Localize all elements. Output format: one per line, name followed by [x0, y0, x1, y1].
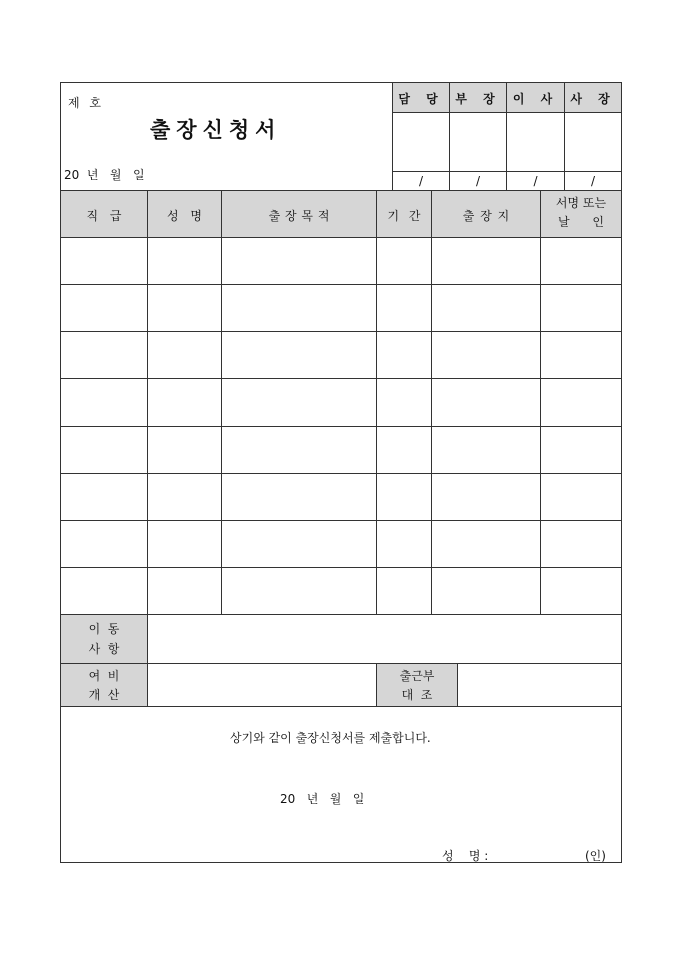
row-divider-4	[60, 426, 622, 427]
col-header-signature-line1: 서명 또는	[555, 196, 607, 210]
col-header-signature-line2: 날 인	[557, 215, 605, 229]
approval-header-president: 사 장	[570, 92, 616, 106]
page-title: 출장신청서	[150, 117, 282, 142]
row-divider-1	[60, 284, 622, 285]
approval-header-manager: 부 장	[455, 92, 501, 106]
expense-row-bottom	[60, 706, 622, 707]
seal-label: (인)	[585, 849, 606, 863]
attendance-check-field[interactable]	[458, 664, 621, 706]
approval-header-staff: 담 당	[398, 92, 444, 106]
column-header-bottom	[60, 237, 622, 238]
col-header-purpose: 출 장 목 적	[268, 209, 330, 223]
col-divider-destination	[540, 190, 541, 614]
col-header-name: 성 명	[167, 209, 202, 223]
col-header-rank: 직 급	[86, 209, 122, 223]
expense-estimate-field[interactable]	[148, 664, 376, 706]
col-header-period: 기 간	[387, 209, 421, 223]
row-divider-7	[60, 567, 622, 568]
approval-date-slash-director: /	[533, 174, 538, 188]
row-divider-3	[60, 378, 622, 379]
row-divider-6	[60, 520, 622, 521]
col-divider-name	[221, 190, 222, 614]
transfer-label-line2: 사 항	[88, 642, 120, 656]
expense-label-line1: 여 비	[88, 669, 120, 683]
submission-statement: 상기와 같이 출장신청서를 제출합니다.	[230, 731, 431, 745]
approval-date-slash-president: /	[590, 174, 596, 188]
approval-header-bottom	[392, 112, 622, 113]
attendance-label-line2: 대 조	[401, 688, 433, 702]
approval-date-slash-staff: /	[418, 174, 424, 188]
col-header-destination: 출 장 지	[462, 209, 510, 223]
submission-date: 20 년 월 일	[280, 792, 365, 806]
col-divider-purpose	[376, 190, 377, 614]
applicant-name-label: 성 명 :	[442, 849, 489, 863]
expense-label-line2: 개 산	[88, 688, 120, 702]
approval-slash-row-top	[392, 171, 622, 172]
transfer-notes-field[interactable]	[148, 615, 621, 663]
approval-date-slash-manager: /	[475, 174, 481, 188]
row-divider-2	[60, 331, 622, 332]
attendance-label-line1: 출근부	[399, 669, 435, 683]
issue-date-label: 20 년 월 일	[64, 168, 145, 182]
header-block-bottom	[60, 190, 622, 191]
transfer-label-line1: 이 동	[88, 622, 120, 636]
approval-header-director: 이 사	[512, 92, 559, 106]
row-divider-5	[60, 473, 622, 474]
doc-number-label: 제 호	[68, 96, 101, 110]
col-divider-period	[431, 190, 432, 614]
